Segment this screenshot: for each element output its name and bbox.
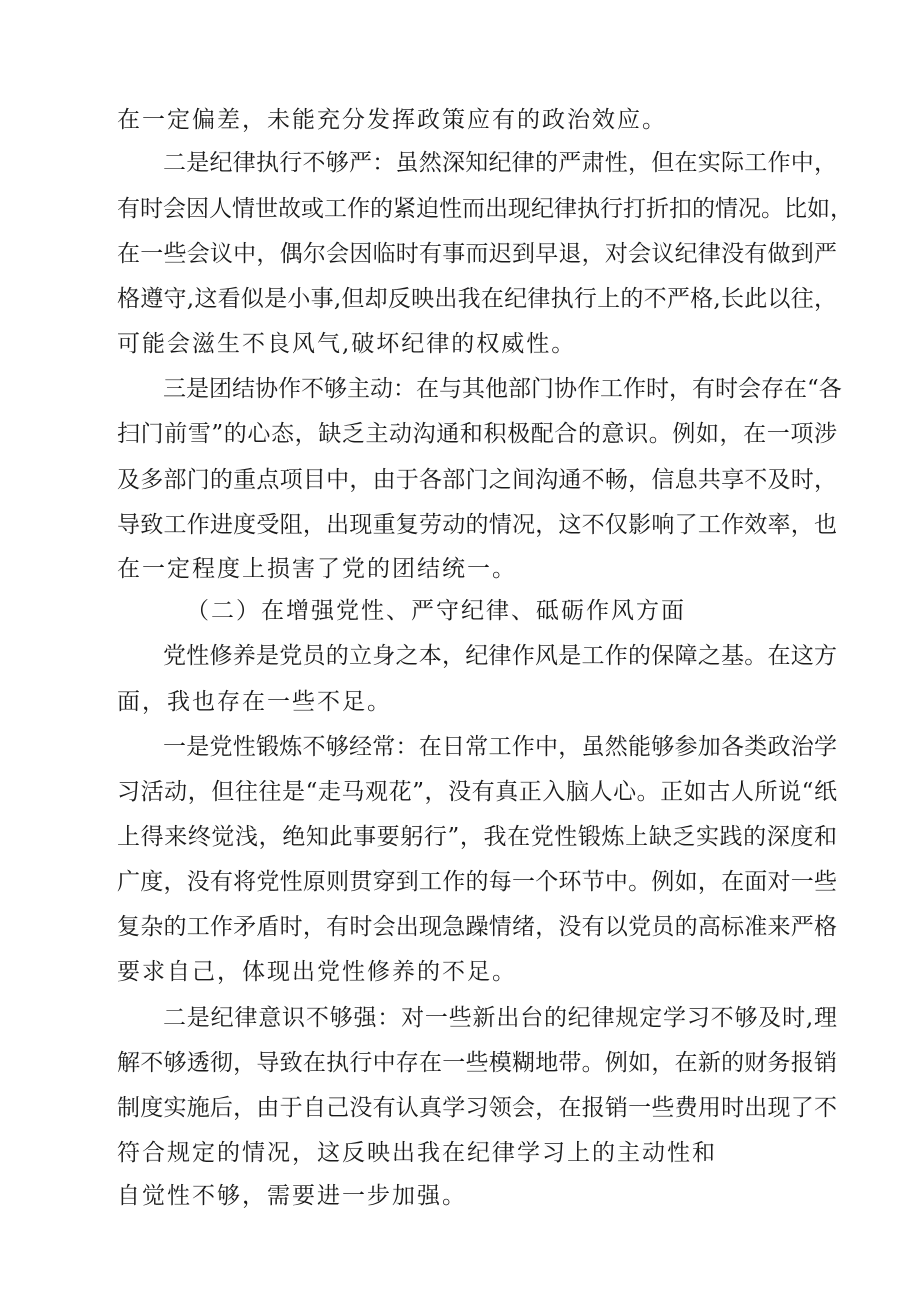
text-line: 及多部门的重点项目中，由于各部门之间沟通不畅，信息共享不及时， <box>117 467 837 493</box>
section-heading: （二）在增强党性、严守纪律、砥砺作风方面 <box>186 598 686 624</box>
text-line: 广度，没有将党性原则贯穿到工作的每一个环节中。例如，在面对一些 <box>117 869 837 895</box>
text-line: 面，我也存在一些不足。 <box>117 689 392 715</box>
text-line: 导致工作进度受阻，出现重复劳动的情况，这不仅影响了工作效率，也 <box>117 512 837 538</box>
paragraph-start-line: 一是党性锻炼不够经常：在日常工作中，虽然能够参加各类政治学 <box>163 734 837 760</box>
text-line: 在一定程度上损害了党的团结统一。 <box>117 556 517 582</box>
text-line: 习活动，但往往是“走马观花”，没有真正入脑人心。正如古人所说“纸 <box>117 779 837 805</box>
paragraph-start-line: 二是纪律意识不够强：对一些新出台的纪律规定学习不够及时,理 <box>163 1005 837 1031</box>
text-line: 扫门前雪”的心态，缺乏主动沟通和积极配合的意识。例如，在一项涉 <box>117 421 837 447</box>
text-line: 自觉性不够，需要进一步加强。 <box>117 1183 467 1209</box>
text-line: 有时会因人情世故或工作的紧迫性而出现纪律执行打折扣的情况。比如， <box>117 196 853 222</box>
paragraph-start-line: 党性修养是党员的立身之本，纪律作风是工作的保障之基。在这方 <box>163 643 837 669</box>
text-line: 上得来终觉浅，绝知此事要躬行”，我在党性锻炼上缺乏实践的深度和 <box>117 824 837 850</box>
paragraph-start-line: 二是纪律执行不够严：虽然深知纪律的严肃性，但在实际工作中， <box>163 150 837 176</box>
text-line: 符合规定的情况，这反映出我在纪律学习上的主动性和 <box>117 1140 717 1166</box>
text-line: 格遵守,这看似是小事,但却反映出我在纪律执行上的不严格,长此以往， <box>117 286 837 312</box>
paragraph-start-line: 三是团结协作不够主动：在与其他部门协作工作时，有时会存在“各 <box>163 376 842 402</box>
text-line: 在一定偏差，未能充分发挥政策应有的政治效应。 <box>117 107 667 133</box>
text-line: 制度实施后，由于自己没有认真学习领会，在报销一些费用时出现了不 <box>117 1095 837 1121</box>
text-line: 在一些会议中，偶尔会因临时有事而迟到早退，对会议纪律没有做到严 <box>117 241 837 267</box>
text-line: 复杂的工作矛盾时，有时会出现急躁情绪，没有以党员的高标准来严格 <box>117 914 837 940</box>
text-line: 可能会滋生不良风气,破坏纪律的权威性。 <box>117 331 577 357</box>
text-line: 要求自己，体现出党性修养的不足。 <box>117 959 517 985</box>
text-line: 解不够透彻，导致在执行中存在一些模糊地带。例如，在新的财务报销 <box>117 1050 837 1076</box>
